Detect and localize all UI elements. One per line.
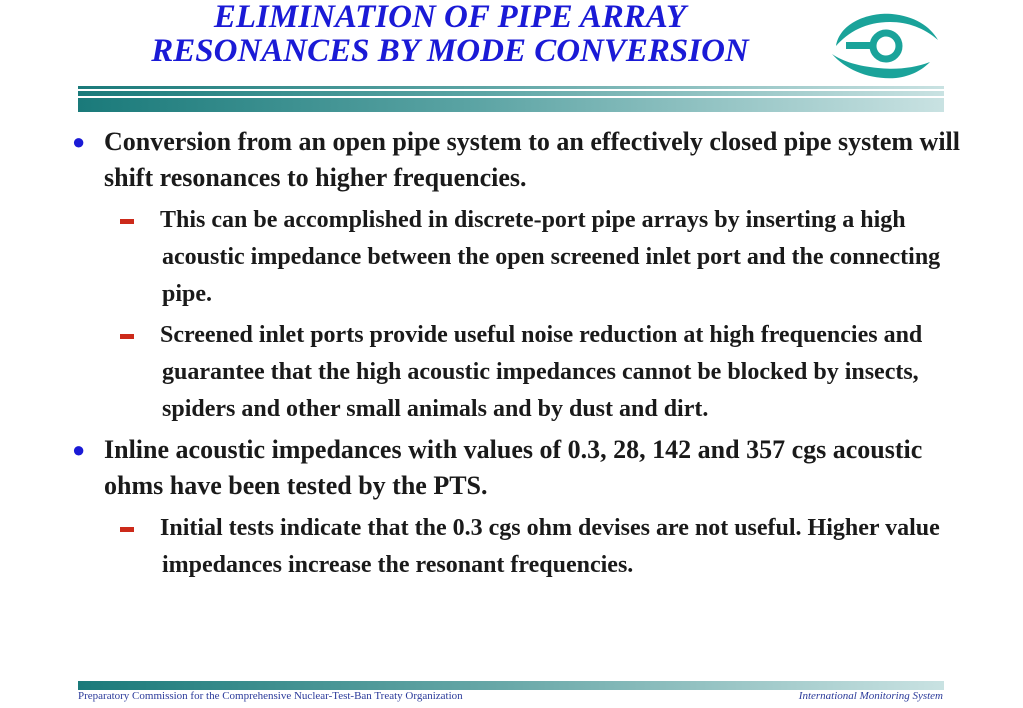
dash-icon: [120, 527, 134, 532]
sub-bullet-text: Screened inlet ports provide useful noise reduction at high frequencies and guarantee that the high acoustic impedances cannot be blocked by insects, spiders and other small animals and by dust and dirt.: [160, 322, 923, 422]
bullet-item: [70, 124, 970, 196]
sub-bullet-item: [70, 510, 970, 584]
dash-icon: [120, 219, 134, 224]
sub-bullet-item: [70, 317, 970, 428]
bullet-text: Inline acoustic impedances with values of 0.3, 28, 142 and 357 cgs acoustic ohms have been tested by the PTS.: [104, 435, 923, 500]
ctbto-logo-icon: [826, 8, 942, 84]
bullet-text: Conversion from an open pipe system to an effectively closed pipe system will shift resonances to higher frequencies.: [104, 127, 961, 192]
title-divider-bar: [78, 86, 944, 112]
footer-organization: Preparatory Commission for the Comprehensive Nuclear-Test-Ban Treaty Organization: [78, 690, 463, 702]
slide-title-line2: RESONANCES BY MODE CONVERSION: [151, 33, 749, 69]
bullet-item: [70, 432, 970, 504]
slide-title-line1: ELIMINATION OF PIPE ARRAY: [213, 0, 687, 35]
bullet-dot-icon: ●: [72, 129, 86, 154]
slide-content: [70, 124, 970, 588]
bullet-dot-icon: ●: [72, 437, 86, 462]
footer-bar: [78, 681, 944, 690]
sub-bullet-text: This can be accomplished in discrete-port pipe arrays by inserting a high acoustic impedance between the open screened inlet port and the connecting pipe.: [160, 207, 941, 307]
footer-system-name: International Monitoring System: [798, 690, 943, 702]
sub-bullet-text: Initial tests indicate that the 0.3 cgs ohm devises are not useful. Higher value impedances increase the resonant frequencies.: [160, 515, 940, 578]
slide-title: [70, 0, 830, 68]
dash-icon: [120, 334, 134, 339]
sub-bullet-item: [70, 202, 970, 313]
